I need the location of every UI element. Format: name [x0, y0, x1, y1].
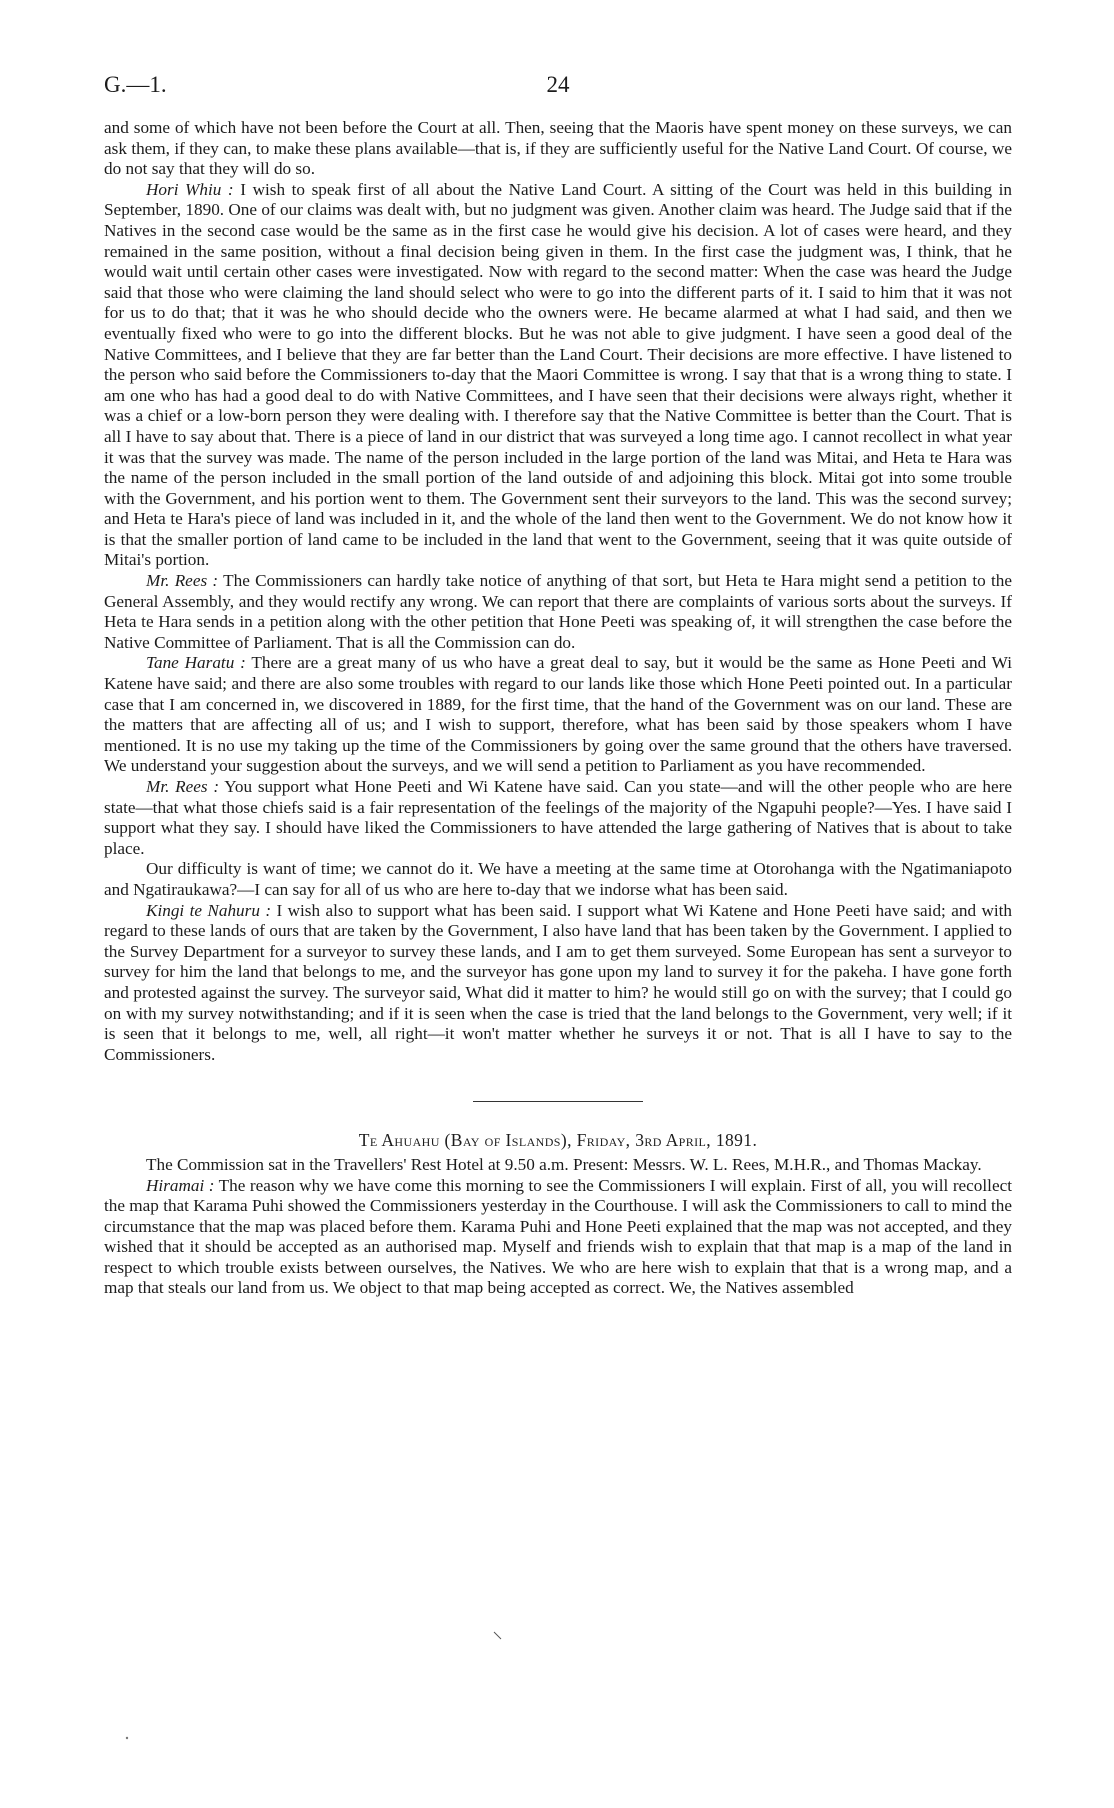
paragraph-text: Our difficulty is want of time; we cannot do it. We have a meeting at the same time at Otorohanga with the Ngatimaniapoto and Ngatiraukawa?—I can say for all of us who are here to-day that we indorse what has been said. — [104, 859, 1012, 899]
section-title: Te Ahuahu (Bay of Islands), Friday, 3rd April, 1891. — [358, 1130, 758, 1151]
speaker-name: Mr. Rees : — [146, 571, 219, 591]
paragraph — [104, 1176, 1012, 1300]
paragraph — [104, 901, 1012, 1066]
paragraph — [104, 118, 1012, 180]
paragraph — [104, 571, 1012, 653]
stray-dot-icon — [125, 1736, 129, 1740]
section-divider — [473, 1101, 643, 1102]
stray-mark-icon — [493, 1631, 503, 1641]
paragraph-text: There are a great many of us who have a great deal to say, but it would be the same as Hone Peeti and Wi Katene have said; and there are also some troubles with regard to our lands like those which Hone Peeti pointed out. In a particular case that I am concerned in, we discovered in 1889, for the first time, that the hand of the Government was on our land. These are the matters that are affecting all of us; and I wish to support, therefore, what has been said by those speakers whom I have mentioned. It is no use my taking up the time of the Commissioners by going over the same ground that the others have traversed. We understand your suggestion about the surveys, and we will send a petition to Parliament as you have recommended. — [104, 653, 1012, 776]
paragraph-text: I wish also to support what has been said. I support what Wi Katene and Hone Peeti have said; and with regard to these lands of ours that are taken by the Government, I also have land that has been taken by the Government. I applied to the Survey Department for a surveyor to survey these lands, and I am to get them surveyed. Some European has sent a surveyor to survey for him the land that belongs to me, and the surveyor has gone upon my land to survey it for the pakeha. I have gone forth and protested against the survey. The surveyor said, What did it matter to him? he would still go on with the survey; that I could go on with my survey notwithstanding; and if it is seen when the case is tried that the land belongs to the Government, very well; if it is seen that it belongs to me, well, all right—it won't matter whether he surveys it or not. That is all I have to say to the Commissioners. — [104, 900, 1012, 1064]
paragraph — [104, 859, 1012, 900]
speaker-name: Hori Whiu : — [146, 179, 234, 199]
paragraph — [104, 777, 1012, 859]
paragraph-text: and some of which have not been before the Court at all. Then, seeing that the Maoris have spent money on these surveys, we can ask them, if they can, to make these plans available—that is, if they are sufficiently useful for the Native Land Court. Of course, we do not say that they will do so. — [104, 118, 1012, 179]
speaker-name: Mr. Rees : — [146, 777, 220, 796]
speaker-name: Tane Haratu : — [146, 653, 246, 673]
paragraph-text: I wish to speak first of all about the Native Land Court. A sitting of the Court was held in this building in September, 1890. One of our claims was dealt with, but no judgment was given. Another claim was heard. The Judge said that if the Natives in the second case would be the same as in the first case he would give his decision. A lot of cases were heard, and they remained in the same position, without a final decision being given in them. In the first case the judgment was, I think, that he would wait until certain other cases were investigated. Now with regard to the second matter: When the case was heard the Judge said that those who were claiming the land should select who were to go into the different parts of it. I said to him that it was not for us to do that; that it was he who should decide who the owners were. He became alarmed at what I had said, and then we eventually fixed who were to go into the different blocks. But he was not able to give judgment. I have seen a good deal of the Native Committees, and I believe that they are far better than the Land Court. Their decisions are more effective. I have listened to the person who said before the Commissioners to-day that the Maori Committee is wrong. I say that that is a wrong thing to state. I am one who has had a good deal to do with Native Committees, and I have seen that their decisions were always right, whether it was a chief or a low-born person they were dealing with. I therefore say that the Native Committee is better than the Court. That is all I have to say about that. There is a piece of land in our district that was surveyed a long time ago. I cannot recollect in what year it was that the survey was made. The name of the person included in the large portion of the land was Mitai, and Heta te Hara was the name of the person included in the small portion of the land outside of and adjoining this block. Mitai got into some trouble with the Government, and his portion went to them. The Government sent their surveyors to the land. This was the second survey; and Heta te Hara's piece of land was included in it, and the whole of the land then went to the Government. We do not know how it is that the smaller portion of land came to be included in the land that went to the Government, seeing that it was quite outside of Mitai's portion. — [104, 179, 1012, 570]
paragraph — [104, 653, 1012, 777]
speaker-name: Kingi te Nahuru : — [146, 900, 272, 920]
page-header — [104, 72, 1012, 108]
page-number: 24 — [546, 72, 570, 97]
document-reference: G.—1. — [104, 72, 167, 97]
speaker-name: Hiramai : — [146, 1175, 215, 1195]
section-intro: The Commission sat in the Travellers' Rest Hotel at 9.50 a.m. Present: Messrs. W. L. Rees, M.H.R., and Thomas Mackay. — [146, 1154, 982, 1174]
paragraph — [104, 180, 1012, 571]
body-text — [104, 118, 1012, 1299]
paragraph-text: You support what Hone Peeti and Wi Katene have said. Can you state—and will the other people who are here state—that what those chiefs said is a fair representation of the feelings of the majority of the Ngapuhi people?—Yes. I have said I support what they say. I should have liked the Commissioners to have attended the large gathering of Natives that is about to take place. — [104, 777, 1012, 858]
paragraph-text: The Commissioners can hardly take notice of anything of that sort, but Heta te Hara might send a petition to the General Assembly, and they would rectify any wrong. We can report that there are complaints of various sorts about the surveys. If Heta te Hara sends in a petition along with the other petition that Hone Peeti was speaking of, it will strengthen the case before the Native Committee of Parliament. That is all the Commission can do. — [104, 571, 1012, 652]
paragraph-text: The reason why we have come this morning to see the Commissioners I will explain. First of all, you will recollect the map that Karama Puhi showed the Commissioners yesterday in the Courthouse. I will ask the Commissioners to call to mind the circumstance that the map was placed before them. Karama Puhi and Hone Peeti explained that the map was not accepted, and they wished that it should be accepted as an authorised map. Myself and friends wish to explain that that map is a map of the land in respect to which trouble exists between ourselves, the Natives. We who are here wish to explain that that is a wrong map, and a map that steals our land from us. We object to that map being accepted as correct. We, the Natives assembled — [104, 1175, 1012, 1298]
